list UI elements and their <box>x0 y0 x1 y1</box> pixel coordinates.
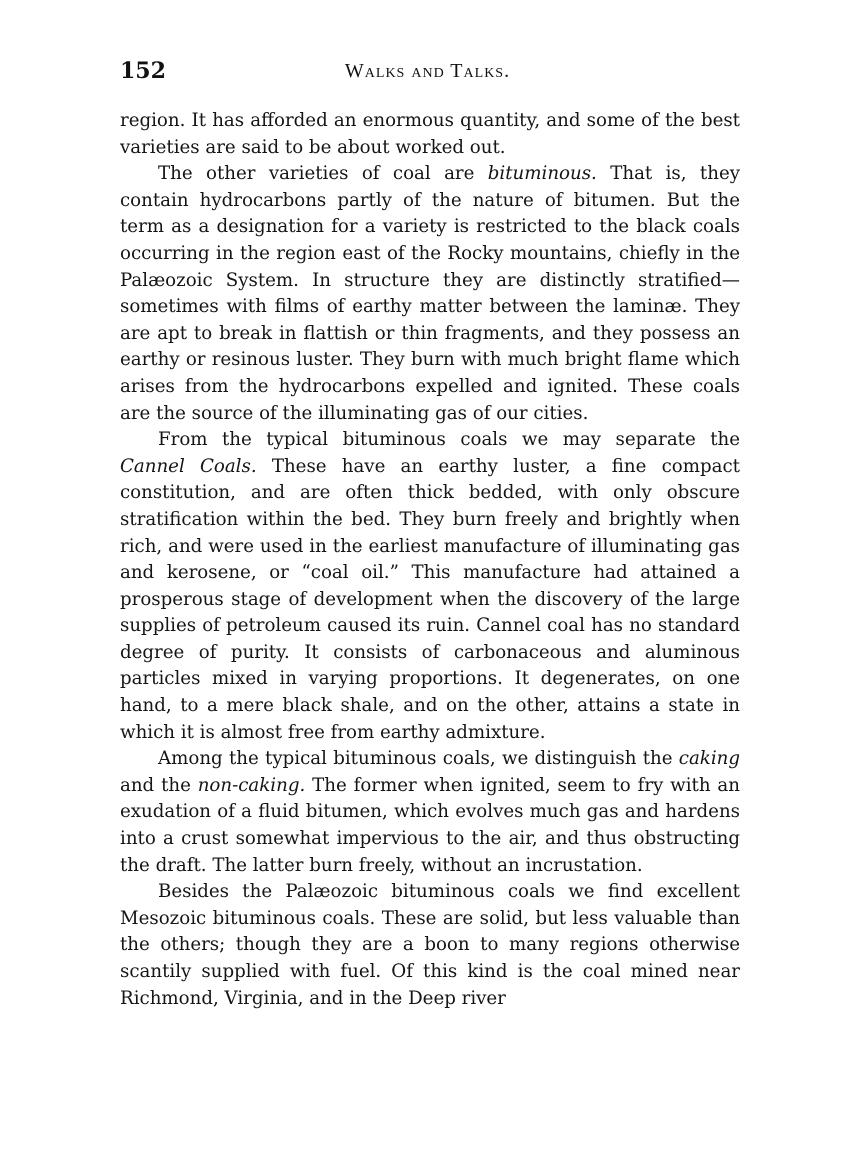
text-run: Besides the Palæozoic bituminous coals we find excellent Mesozoic bituminous coals. These are solid, but less valuable than the others; though they are a boon to many regions otherwise scantily supplied with fuel. Of this kind is the coal mined near Richmond, Virginia, and in the Deep river <box>120 881 740 1009</box>
italic-term: caking <box>678 748 740 770</box>
text-run: and the <box>120 774 198 796</box>
text-run: The other varieties of coal are <box>158 163 488 185</box>
text-run: From the typical bituminous coals we may separate the <box>158 429 740 451</box>
paragraph-cannel-coals <box>120 427 740 746</box>
paragraph-continuation <box>120 108 740 161</box>
text-run: region. It has afforded an enormous quantity, and some of the best varieties are said to be about worked out. <box>120 110 740 158</box>
paragraph-caking <box>120 746 740 879</box>
italic-term: Cannel Coals. <box>120 455 257 477</box>
text-run: Among the typical bituminous coals, we distinguish the <box>158 748 679 770</box>
page-body <box>120 108 740 1012</box>
running-title: Walks and Talks. <box>344 60 511 82</box>
paragraph-bituminous <box>120 161 740 427</box>
text-run: These have an earthy luster, a fine compact constitution, and are often thick bedded, with only obscure stratification within the bed. They burn freely and brightly when rich, and were used in the earliest manufacture of illuminating gas and kerosene, or “coal oil.” This manufacture had attained a prosperous stage of development when the discovery of the large supplies of petroleum caused its ruin. Cannel coal has no standard degree of purity. It consists of carbonaceous and aluminous particles mixed in varying proportions. It degenerates, on one hand, to a mere black shale, and on the other, attains a state in which it is almost free from earthy admixture. <box>120 455 740 743</box>
text-run: The former when ignited, seem to fry with an exudation of a fluid bitumen, which evolves much gas and hardens into a crust somewhat impervious to the air, and thus obstructing the draft. The latter burn freely, without an incrustation. <box>120 774 740 876</box>
italic-term: bituminous. <box>487 163 597 185</box>
text-run: That is, they contain hydrocarbons partly of the nature of bitumen. But the term as a designation for a variety is restricted to the black coals occurring in the region east of the Rocky mountains, chiefly in the Palæozoic System. In structure they are distinctly stratified—sometimes with films of earthy matter between the laminæ. They are apt to break in flattish or thin fragments, and they possess an earthy or resinous luster. They burn with much bright flame which arises from the hydrocarbons expelled and ignited. These coals are the source of the illuminating gas of our cities. <box>120 163 740 424</box>
page-header <box>120 58 735 88</box>
paragraph-mesozoic <box>120 879 740 1012</box>
page-number: 152 <box>120 58 166 84</box>
italic-term: non-caking. <box>197 774 306 796</box>
